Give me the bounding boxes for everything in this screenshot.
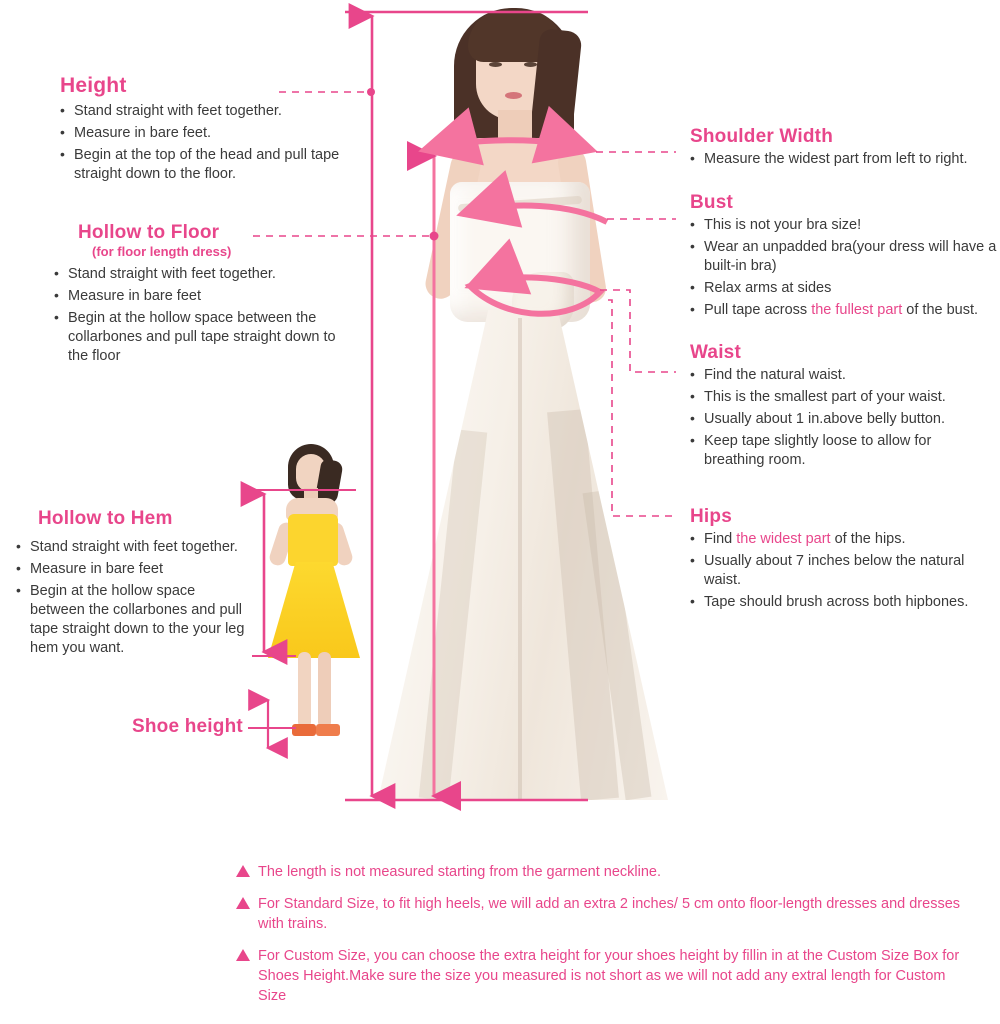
list-item: • Find the natural waist. bbox=[690, 366, 990, 385]
list-item: • Measure the widest part from left to right. bbox=[690, 150, 995, 169]
list-item: • Measure in bare feet bbox=[54, 287, 342, 306]
waist-section bbox=[690, 342, 990, 473]
footnote-text: The length is not measured starting from the garment neckline. bbox=[258, 864, 661, 880]
list-item bbox=[690, 301, 1000, 320]
hips-first-post: of the hips. bbox=[830, 531, 906, 547]
list-item: • This is not your bra size! bbox=[690, 216, 1000, 235]
list-item: • Usually about 7 inches below the natural waist. bbox=[690, 552, 990, 590]
bust-section bbox=[690, 192, 1000, 323]
footnote bbox=[236, 862, 976, 882]
list-item: • Measure in bare feet bbox=[16, 560, 246, 579]
waist-bullets bbox=[690, 366, 990, 470]
list-item: • Begin at the hollow space between the collarbones and pull tape straight down to the floor bbox=[54, 309, 342, 366]
footnote-text: For Standard Size, to fit high heels, we will add an extra 2 inches/ 5 cm onto floor-length dresses and dresses with trains. bbox=[258, 896, 961, 932]
bust-title: Bust bbox=[690, 192, 734, 213]
hollow-to-hem-bullets bbox=[16, 538, 246, 658]
hollow-to-floor-subtitle: (for floor length dress) bbox=[92, 244, 232, 259]
height-bullets bbox=[60, 102, 360, 184]
hips-first-highlight: the widest part bbox=[736, 531, 831, 547]
list-item: • Usually about 1 in.above belly button. bbox=[690, 410, 990, 429]
list-item: • Wear an unpadded bra(your dress will have a built-in bra) bbox=[690, 238, 1000, 276]
bust-last-post: of the bust. bbox=[902, 302, 979, 318]
list-item: • Relax arms at sides bbox=[690, 279, 1000, 298]
list-item: • Begin at the hollow space between the collarbones and pull tape straight down to the your leg hem you want. bbox=[16, 582, 246, 658]
list-item: • Begin at the top of the head and pull tape straight down to the floor. bbox=[60, 146, 360, 184]
list-item: • Tape should brush across both hipbones. bbox=[690, 593, 990, 612]
bride-illustration bbox=[372, 0, 672, 810]
list-item: • Stand straight with feet together. bbox=[60, 102, 360, 121]
list-item: • Stand straight with feet together. bbox=[16, 538, 246, 557]
list-item: • This is the smallest part of your waist. bbox=[690, 388, 990, 407]
hollow-to-floor-section bbox=[40, 222, 342, 369]
list-item: • Measure in bare feet. bbox=[60, 124, 360, 143]
warning-triangle-icon bbox=[236, 865, 250, 877]
shoe-height-section bbox=[132, 716, 243, 738]
warning-triangle-icon bbox=[236, 949, 250, 961]
list-item bbox=[690, 530, 990, 549]
shoe-height-title: Shoe height bbox=[132, 716, 243, 737]
footnote bbox=[236, 946, 976, 1006]
hollow-to-hem-title: Hollow to Hem bbox=[38, 508, 173, 529]
hollow-to-floor-title: Hollow to Floor bbox=[78, 222, 220, 243]
hips-bullets bbox=[690, 530, 990, 612]
footnote-text: For Custom Size, you can choose the extra height for your shoes height by fillin in at the Custom Size Box for Shoes Height.Make sure the size you measured is not short as we will not add any extral length for Custom Size bbox=[258, 948, 960, 1004]
bust-last-pre: Pull tape across bbox=[704, 302, 812, 318]
warning-triangle-icon bbox=[236, 897, 250, 909]
waist-title: Waist bbox=[690, 342, 741, 363]
hips-title: Hips bbox=[690, 506, 732, 527]
height-title: Height bbox=[60, 74, 127, 97]
bust-last-highlight: the fullest part bbox=[811, 302, 903, 318]
list-item: • Keep tape slightly loose to allow for breathing room. bbox=[690, 432, 990, 470]
footnotes bbox=[236, 862, 976, 1018]
list-item: • Stand straight with feet together. bbox=[54, 265, 342, 284]
shoulder-width-section bbox=[690, 126, 995, 172]
hollow-to-hem-section bbox=[16, 508, 246, 661]
height-section bbox=[60, 74, 360, 187]
hips-section bbox=[690, 506, 990, 615]
short-dress-illustration bbox=[262, 440, 372, 760]
shoulder-width-bullets bbox=[690, 150, 995, 169]
shoulder-width-title: Shoulder Width bbox=[690, 126, 833, 147]
bust-bullets bbox=[690, 216, 1000, 320]
hips-first-pre: Find bbox=[704, 531, 737, 547]
hollow-to-floor-bullets bbox=[54, 265, 342, 366]
footnote bbox=[236, 894, 976, 934]
